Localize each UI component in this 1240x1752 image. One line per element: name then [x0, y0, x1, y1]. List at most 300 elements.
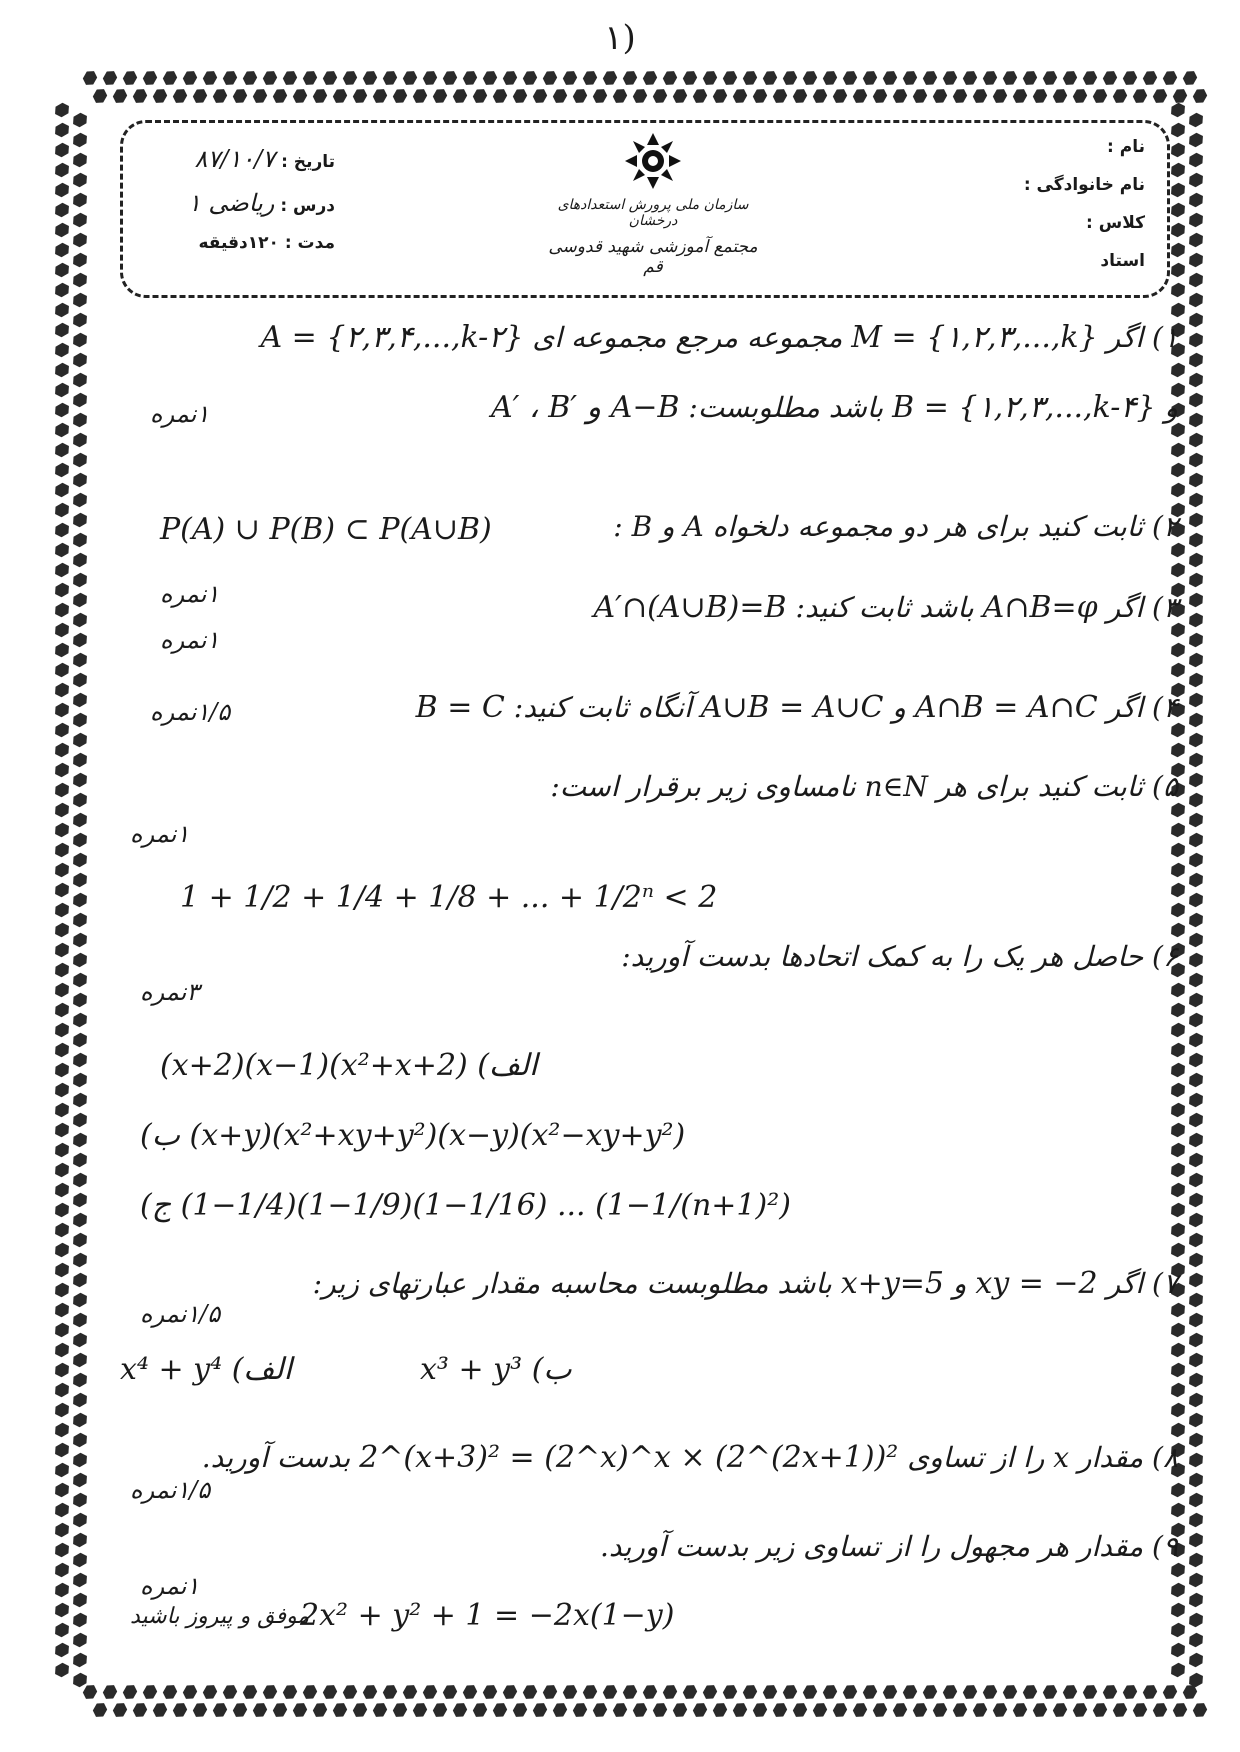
border-ornament [1168, 1321, 1188, 1339]
q7-condition-1: xy = −2 [975, 1266, 1098, 1301]
border-ornament [711, 86, 729, 106]
border-ornament [52, 521, 72, 539]
border-ornament [801, 68, 819, 88]
border-ornament [681, 68, 699, 88]
border-ornament [1181, 68, 1199, 88]
border-ornament [1071, 86, 1089, 106]
border-ornament [1151, 86, 1169, 106]
border-ornament [351, 1700, 369, 1720]
border-ornament [1168, 181, 1188, 199]
border-ornament [70, 651, 90, 669]
border-ornament [1168, 1241, 1188, 1259]
border-ornament [70, 1211, 90, 1229]
border-ornament [911, 86, 929, 106]
border-ornament [1186, 931, 1206, 949]
border-ornament [1186, 671, 1206, 689]
border-ornament [671, 86, 689, 106]
border-ornament [1186, 1191, 1206, 1209]
border-ornament [731, 1700, 749, 1720]
border-ornament [1041, 68, 1059, 88]
border-ornament [52, 201, 72, 219]
border-ornament [641, 68, 659, 88]
q4-marks: ۱/۵نمره [150, 698, 231, 726]
border-ornament [921, 1682, 939, 1702]
subject-value: ریاضی ۱ [187, 189, 275, 217]
border-ornament [70, 1351, 90, 1369]
border-ornament [841, 68, 859, 88]
border-ornament [52, 621, 72, 639]
border-ornament [70, 1191, 90, 1209]
border-ornament [1186, 651, 1206, 669]
border-ornament [52, 281, 72, 299]
border-ornament [1186, 391, 1206, 409]
border-ornament [881, 1682, 899, 1702]
border-ornament [1186, 1171, 1206, 1189]
border-ornament [70, 931, 90, 949]
border-ornament [52, 1201, 72, 1219]
border-ornament [70, 1371, 90, 1389]
border-ornament [1186, 1451, 1206, 1469]
border-ornament [581, 1682, 599, 1702]
q1-set-b: B = {۱,۲,۳,...,k-۴} [892, 390, 1156, 425]
border-ornament [52, 1021, 72, 1039]
q1-text: ۱) اگر [1106, 321, 1178, 354]
q5-text: ۵) ثابت کنید برای هر n∈N نامساوی زیر برقرار است: [550, 770, 1178, 803]
border-ornament [1168, 841, 1188, 859]
border-ornament [70, 1391, 90, 1409]
q3-marks: ۱نمره [160, 626, 220, 654]
border-ornament [1168, 101, 1188, 119]
border-ornament [381, 68, 399, 88]
border-ornament [161, 68, 179, 88]
border-ornament [70, 1531, 90, 1549]
border-ornament [52, 361, 72, 379]
border-ornament [191, 86, 209, 106]
border-ornament [1186, 771, 1206, 789]
border-ornament [1168, 1581, 1188, 1599]
field-teacher: استاد [1100, 251, 1145, 271]
border-ornament [101, 68, 119, 88]
q7-text: ۷) اگر [1106, 1267, 1178, 1300]
border-ornament [70, 511, 90, 529]
border-ornament [861, 1682, 879, 1702]
border-ornament [261, 68, 279, 88]
border-ornament [1186, 111, 1206, 129]
border-ornament [431, 86, 449, 106]
border-ornament [70, 791, 90, 809]
border-ornament [661, 68, 679, 88]
border-ornament [70, 591, 90, 609]
border-ornament [52, 481, 72, 499]
question-5 [550, 770, 1178, 803]
border-ornament [751, 1700, 769, 1720]
border-ornament [421, 1682, 439, 1702]
organization-name: سازمان ملی پرورش استعدادهای درخشان [557, 197, 749, 229]
border-ornament [70, 631, 90, 649]
border-ornament [1186, 791, 1206, 809]
question-2 [613, 510, 1178, 543]
border-ornament [651, 86, 669, 106]
border-ornament [1186, 1271, 1206, 1289]
border-ornament [52, 661, 72, 679]
border-ornament [1186, 1151, 1206, 1169]
border-ornament [1161, 1682, 1179, 1702]
border-ornament [961, 68, 979, 88]
border-ornament [1186, 491, 1206, 509]
border-ornament [1168, 441, 1188, 459]
border-ornament [52, 381, 72, 399]
border-ornament [52, 761, 72, 779]
border-ornament [1168, 821, 1188, 839]
border-ornament [52, 781, 72, 799]
border-ornament [70, 371, 90, 389]
border-ornament [1168, 801, 1188, 819]
border-ornament [70, 1171, 90, 1189]
border-ornament [1186, 451, 1206, 469]
border-ornament [1186, 171, 1206, 189]
border-ornament [70, 1271, 90, 1289]
question-6 [621, 940, 1178, 973]
border-ornament [1186, 1211, 1206, 1229]
border-ornament [101, 1682, 119, 1702]
border-ornament [941, 1682, 959, 1702]
border-ornament [52, 1381, 72, 1399]
border-ornament [70, 951, 90, 969]
border-ornament [52, 1221, 72, 1239]
border-ornament [52, 1441, 72, 1459]
border-ornament [52, 401, 72, 419]
border-ornament [1186, 371, 1206, 389]
border-ornament [451, 1700, 469, 1720]
border-ornament [70, 671, 90, 689]
exam-header [120, 120, 1170, 298]
border-ornament [1186, 471, 1206, 489]
q1-set-a: A = {۲,۳,۴,...,k-۲} [260, 320, 524, 355]
border-ornament [1186, 1251, 1206, 1269]
border-ornament [661, 1682, 679, 1702]
border-ornament [941, 68, 959, 88]
border-ornament [52, 941, 72, 959]
border-ornament [70, 131, 90, 149]
border-ornament [341, 68, 359, 88]
border-ornament [1101, 1682, 1119, 1702]
border-ornament [861, 68, 879, 88]
border-ornament [70, 531, 90, 549]
border-ornament [1001, 1682, 1019, 1702]
q7-item-a-math: x⁴ + y⁴ [120, 1352, 223, 1387]
border-ornament [1168, 1481, 1188, 1499]
border-ornament [721, 1682, 739, 1702]
border-ornament [431, 1700, 449, 1720]
student-info-fields [1024, 137, 1145, 289]
border-ornament [52, 1281, 72, 1299]
border-ornament [1186, 591, 1206, 609]
border-ornament [601, 68, 619, 88]
border-ornament [70, 471, 90, 489]
q3-text-2: باشد ثابت کنید: [795, 591, 974, 624]
border-ornament [921, 68, 939, 88]
border-ornament [611, 1700, 629, 1720]
border-ornament [931, 86, 949, 106]
border-ornament [1168, 1621, 1188, 1639]
border-ornament [1131, 86, 1149, 106]
border-ornament [52, 1461, 72, 1479]
border-ornament [561, 68, 579, 88]
duration-value: ۱۲۰دقیقه [198, 233, 279, 253]
border-ornament [52, 121, 72, 139]
border-ornament [1186, 731, 1206, 749]
q9-equation: 2x² + y² + 1 = −2x(1−y) [300, 1598, 675, 1633]
border-ornament [52, 1361, 72, 1379]
border-ornament [1191, 1700, 1209, 1720]
border-ornament [161, 1682, 179, 1702]
border-ornament [1186, 891, 1206, 909]
border-ornament [1168, 901, 1188, 919]
border-ornament [901, 1682, 919, 1702]
border-ornament [1051, 86, 1069, 106]
border-ornament [1186, 991, 1206, 1009]
border-ornament [1186, 971, 1206, 989]
border-ornament [70, 1411, 90, 1429]
border-ornament [1186, 1471, 1206, 1489]
border-ornament [52, 1081, 72, 1099]
border-ornament [1168, 741, 1188, 759]
border-ornament [70, 1031, 90, 1049]
q4-formula: B = C [415, 690, 505, 725]
border-ornament [52, 841, 72, 859]
border-ornament [52, 601, 72, 619]
border-ornament [70, 971, 90, 989]
q1-asked: A′ ، B′ و A−B [491, 390, 680, 425]
border-ornament [70, 311, 90, 329]
q8-text-2: بدست آورید. [201, 1441, 351, 1474]
border-ornament [131, 1700, 149, 1720]
border-ornament [1186, 1071, 1206, 1089]
q7-item-b-label: ب) [531, 1352, 572, 1387]
border-ornament [91, 1700, 109, 1720]
border-ornament [70, 1291, 90, 1309]
q1-text-2: مجموعه مرجع مجموعه ای [532, 321, 843, 354]
border-ornament [631, 1700, 649, 1720]
border-ornament [351, 86, 369, 106]
border-ornament [1141, 68, 1159, 88]
border-ornament [1186, 1291, 1206, 1309]
border-ornament [1168, 641, 1188, 659]
border-ornament [1186, 1391, 1206, 1409]
border-ornament [70, 1491, 90, 1509]
q4-condition-2: A∪B = A∪C [700, 690, 884, 725]
border-ornament [521, 1682, 539, 1702]
border-ornament [52, 581, 72, 599]
border-ornament [52, 341, 72, 359]
border-ornament [1186, 231, 1206, 249]
border-ornament [421, 68, 439, 88]
border-ornament [70, 731, 90, 749]
border-ornament [201, 1682, 219, 1702]
q7-condition-2: x+y=5 [840, 1266, 944, 1301]
q7-text-3: باشد مطلوبست محاسبه مقدار عبارتهای زیر: [312, 1267, 832, 1300]
border-ornament [1186, 1571, 1206, 1589]
border-ornament [52, 1621, 72, 1639]
border-ornament [52, 821, 72, 839]
q4-text-2: و [892, 691, 906, 724]
border-ornament [52, 881, 72, 899]
q7-item-b-math: x³ + y³ [420, 1352, 523, 1387]
border-ornament [1071, 1700, 1089, 1720]
border-ornament [70, 1611, 90, 1629]
border-ornament [561, 1682, 579, 1702]
border-ornament [52, 301, 72, 319]
border-ornament [52, 1121, 72, 1139]
border-ornament [1021, 1682, 1039, 1702]
border-ornament [1168, 161, 1188, 179]
border-ornament [331, 86, 349, 106]
border-ornament [1168, 241, 1188, 259]
border-ornament [271, 1700, 289, 1720]
border-ornament [511, 86, 529, 106]
border-ornament [70, 851, 90, 869]
border-ornament [1186, 1511, 1206, 1529]
border-ornament [70, 411, 90, 429]
border-ornament [821, 68, 839, 88]
border-ornament [141, 1682, 159, 1702]
q1-marks: ۱نمره [150, 400, 210, 428]
border-ornament [471, 1700, 489, 1720]
border-ornament [241, 68, 259, 88]
border-ornament [951, 86, 969, 106]
border-ornament [1168, 461, 1188, 479]
border-ornament [1031, 1700, 1049, 1720]
border-ornament [1186, 151, 1206, 169]
border-ornament [70, 191, 90, 209]
q7-item-a-label: الف) [231, 1352, 292, 1387]
border-ornament [70, 871, 90, 889]
border-ornament [70, 1051, 90, 1069]
q8-equation: 2^(x+3)² = (2^x)^x × (2^(2x+1))² [359, 1440, 899, 1475]
border-ornament [591, 1700, 609, 1720]
border-ornament [761, 1682, 779, 1702]
border-ornament [70, 1131, 90, 1149]
border-ornament [1186, 271, 1206, 289]
border-ornament [52, 861, 72, 879]
border-ornament [1168, 1001, 1188, 1019]
border-ornament [1111, 86, 1129, 106]
border-ornament [741, 68, 759, 88]
school-emblem-block [543, 131, 763, 277]
border-ornament [1168, 1341, 1188, 1359]
border-ornament [1091, 86, 1109, 106]
border-ornament [52, 701, 72, 719]
border-ornament [1186, 551, 1206, 569]
border-ornament [91, 86, 109, 106]
border-ornament [851, 86, 869, 106]
border-ornament [181, 1682, 199, 1702]
border-ornament [651, 1700, 669, 1720]
border-ornament [401, 1682, 419, 1702]
border-ornament [1168, 561, 1188, 579]
q8-text: ۸) مقدار x را از تساوی [907, 1441, 1178, 1474]
border-ornament [1141, 1682, 1159, 1702]
border-ornament [52, 181, 72, 199]
q6-item-c [140, 1188, 791, 1223]
border-ornament [1168, 541, 1188, 559]
border-ornament [751, 86, 769, 106]
border-ornament [1168, 1101, 1188, 1119]
border-ornament [1186, 1411, 1206, 1429]
border-ornament [711, 1700, 729, 1720]
border-ornament [52, 921, 72, 939]
border-ornament [991, 86, 1009, 106]
border-ornament [1186, 711, 1206, 729]
border-ornament [441, 1682, 459, 1702]
border-ornament [971, 86, 989, 106]
border-ornament [531, 86, 549, 106]
border-ornament [1186, 1431, 1206, 1449]
border-ornament [1161, 68, 1179, 88]
field-class: کلاس : [1086, 213, 1145, 233]
border-ornament [52, 641, 72, 659]
border-ornament [1168, 1601, 1188, 1619]
border-ornament [81, 1682, 99, 1702]
border-ornament [311, 1700, 329, 1720]
border-ornament [121, 1682, 139, 1702]
border-ornament [1168, 1141, 1188, 1159]
border-ornament [1168, 1501, 1188, 1519]
border-ornament [70, 991, 90, 1009]
border-ornament [70, 1071, 90, 1089]
border-ornament [1186, 131, 1206, 149]
border-ornament [1186, 1531, 1206, 1549]
border-ornament [781, 1682, 799, 1702]
border-ornament [1186, 871, 1206, 889]
border-ornament [70, 331, 90, 349]
border-ornament [52, 241, 72, 259]
border-ornament [831, 86, 849, 106]
border-ornament [931, 1700, 949, 1720]
border-ornament [1168, 1021, 1188, 1039]
border-ornament [1091, 1700, 1109, 1720]
border-ornament [1041, 1682, 1059, 1702]
duration-label: مدت : [284, 233, 335, 253]
border-ornament [1168, 1081, 1188, 1099]
border-ornament [52, 1241, 72, 1259]
border-ornament [1168, 1661, 1188, 1679]
border-ornament [791, 86, 809, 106]
border-ornament [1186, 431, 1206, 449]
border-ornament [521, 68, 539, 88]
border-ornament [1171, 1700, 1189, 1720]
border-ornament [52, 1041, 72, 1059]
border-ornament [111, 86, 129, 106]
border-ornament [52, 501, 72, 519]
border-ornament [1186, 1651, 1206, 1669]
border-ornament [701, 68, 719, 88]
border-ornament [691, 1700, 709, 1720]
border-ornament [1186, 311, 1206, 329]
border-ornament [1168, 1041, 1188, 1059]
q6-item-b-label: ب) [140, 1118, 180, 1153]
border-ornament [70, 391, 90, 409]
border-ornament [371, 1700, 389, 1720]
border-ornament [70, 771, 90, 789]
border-ornament [211, 1700, 229, 1720]
border-ornament [1168, 261, 1188, 279]
border-ornament [811, 1700, 829, 1720]
border-ornament [70, 1431, 90, 1449]
border-ornament [52, 901, 72, 919]
q6-item-c-label: ج) [140, 1188, 172, 1223]
border-ornament [70, 231, 90, 249]
